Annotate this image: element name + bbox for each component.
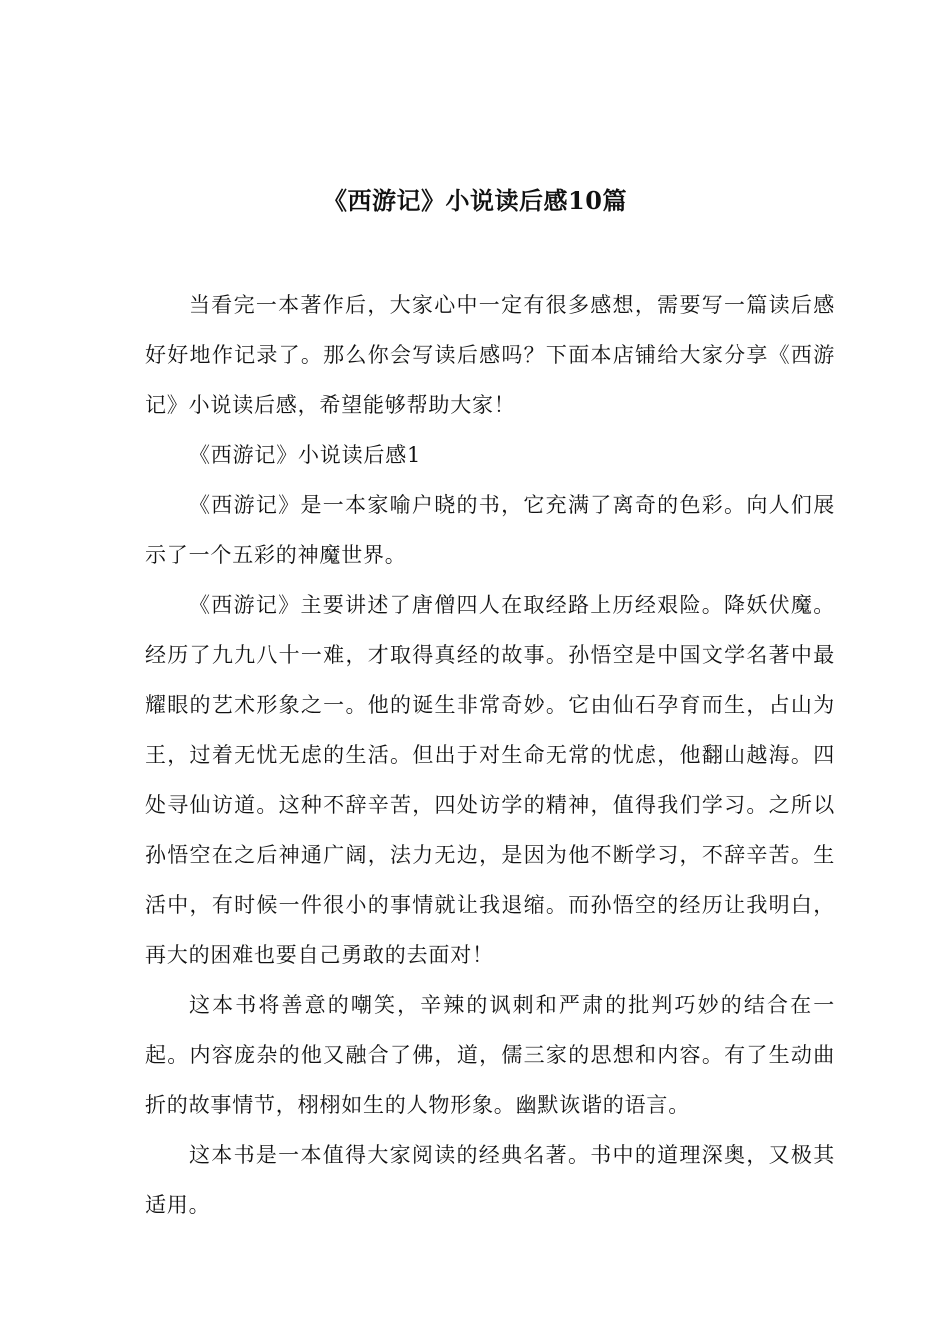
body-paragraph: 《西游记》是一本家喻户晓的书，它充满了离奇的色彩。向人们展示了一个五彩的神魔世界。: [145, 493, 835, 567]
section-heading: 《西游记》小说读后感1: [189, 443, 422, 467]
document-body: [145, 280, 835, 1230]
body-paragraph: 这本书是一本值得大家阅读的经典名著。书中的道理深奥，又极其适用。: [145, 1143, 835, 1217]
intro-paragraph: 当看完一本著作后，大家心中一定有很多感想，需要写一篇读后感好好地作记录了。那么你会写读后感吗？下面本店铺给大家分享《西游记》小说读后感，希望能够帮助大家！: [145, 293, 835, 417]
document-title: 《西游记》小说读后感10篇: [323, 186, 627, 215]
body-paragraph: 这本书将善意的嘲笑，辛辣的讽刺和严肃的批判巧妙的结合在一起。内容庞杂的他又融合了佛，道，儒三家的思想和内容。有了生动曲折的故事情节，栩栩如生的人物形象。幽默诙谐的语言。: [145, 993, 835, 1117]
body-paragraph: 《西游记》主要讲述了唐僧四人在取经路上历经艰险。降妖伏魔。经历了九九八十一难，才取得真经的故事。孙悟空是中国文学名著中最耀眼的艺术形象之一。他的诞生非常奇妙。它由仙石孕育而生，占山为王，过着无忧无虑的生活。但出于对生命无常的忧虑，他翻山越海。四处寻仙访道。这种不辞辛苦，四处访学的精神，值得我们学习。之所以孙悟空在之后神通广阔，法力无边，是因为他不断学习，不辞辛苦。生活中，有时候一件很小的事情就让我退缩。而孙悟空的经历让我明白，再大的困难也要自己勇敢的去面对！: [145, 593, 835, 967]
